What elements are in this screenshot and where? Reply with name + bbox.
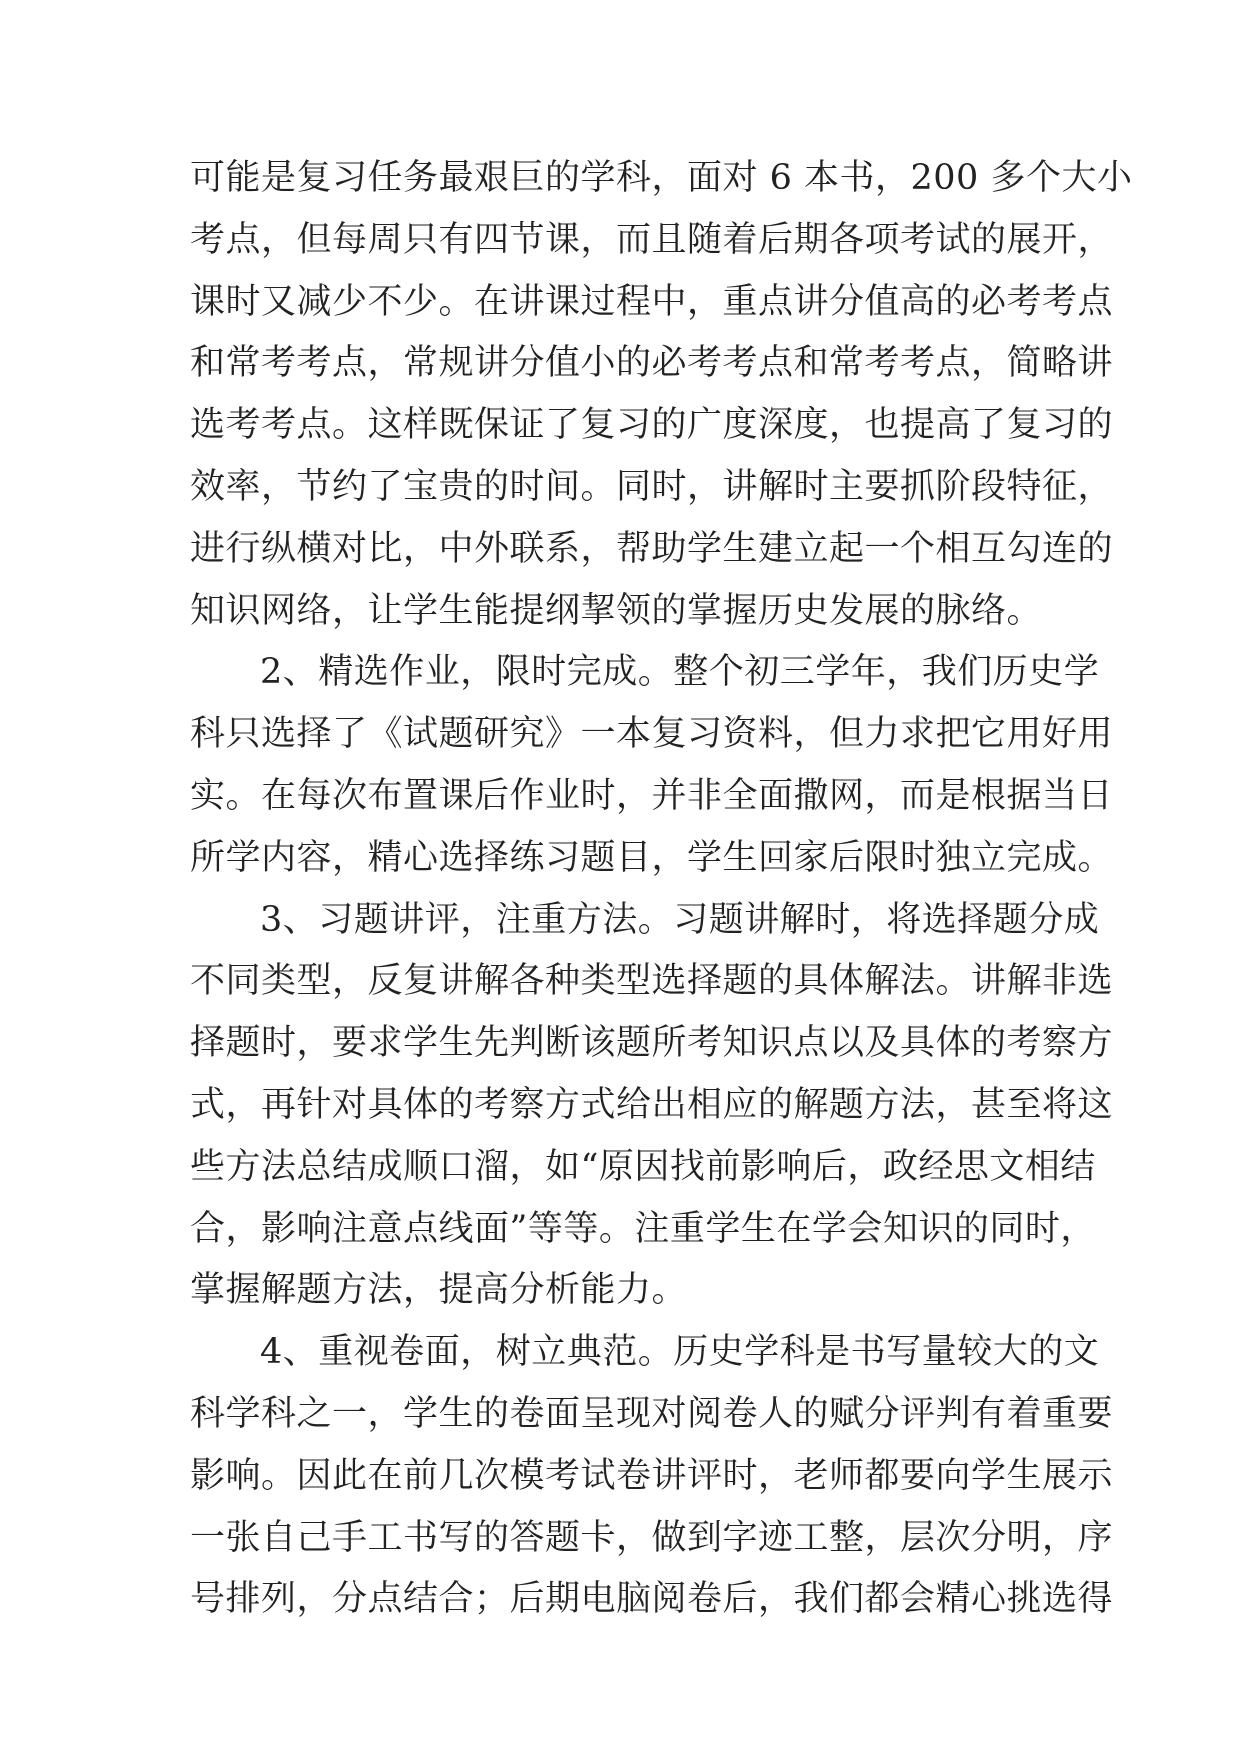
text-line-16: 式，再针对具体的考察方式给出相应的解题方法，甚至将这 xyxy=(190,1084,1114,1125)
text-line-4: 和常考考点，常规讲分值小的必考考点和常考考点，简略讲 xyxy=(190,343,1114,384)
text-line-10: 科只选择了《试题研究》一本复习资料，但力求把它用好用 xyxy=(190,714,1114,755)
text-line-15: 择题时，要求学生先判断该题所考知识点以及具体的考察方 xyxy=(190,1023,1114,1064)
text-line-3: 课时又减少不少。在讲课过程中，重点讲分值高的必考考点 xyxy=(190,281,1114,322)
text-line-24: 号排列，分点结合；后期电脑阅卷后，我们都会精心挑选得 xyxy=(190,1579,1114,1620)
text-line-18: 合，影响注意点线面”等等。注重学生在学会知识的同时， xyxy=(190,1208,1096,1249)
text-line-14: 不同类型，反复讲解各种类型选择题的具体解法。讲解非选 xyxy=(190,961,1114,1002)
text-line-8: 知识网络，让学生能提纲挈领的掌握历史发展的脉络。 xyxy=(190,590,1043,631)
text-line-21: 科学科之一，学生的卷面呈现对阅卷人的赋分评判有着重要 xyxy=(190,1393,1114,1434)
text-line-5: 选考考点。这样既保证了复习的广度深度，也提高了复习的 xyxy=(190,405,1114,446)
text-line-1: 可能是复习任务最艰巨的学科，面对 6 本书，200 多个大小 xyxy=(190,158,1133,198)
text-line-2: 考点，但每周只有四节课，而且随着后期各项考试的展开， xyxy=(190,219,1114,260)
text-line-23: 一张自己手工书写的答题卡，做到字迹工整，层次分明，序 xyxy=(190,1517,1114,1558)
text-line-19: 掌握解题方法，提高分析能力。 xyxy=(190,1270,688,1311)
text-line-9: 2、精选作业，限时完成。整个初三学年，我们历史学 xyxy=(260,652,1100,693)
text-line-11: 实。在每次布置课后作业时，并非全面撒网，而是根据当日 xyxy=(190,775,1114,816)
text-line-12: 所学内容，精心选择练习题目，学生回家后限时独立完成。 xyxy=(190,837,1114,878)
document-body xyxy=(190,148,1133,1631)
text-line-6: 效率，节约了宝贵的时间。同时，讲解时主要抓阶段特征， xyxy=(190,466,1114,507)
text-line-20: 4、重视卷面，树立典范。历史学科是书写量较大的文 xyxy=(260,1332,1100,1373)
text-line-17: 些方法总结成顺口溜，如“原因找前影响后，政经思文相结 xyxy=(190,1146,1096,1187)
text-line-13: 3、习题讲评，注重方法。习题讲解时，将选择题分成 xyxy=(260,899,1100,940)
text-line-7: 进行纵横对比，中外联系，帮助学生建立起一个相互勾连的 xyxy=(190,528,1114,569)
text-line-22: 影响。因此在前几次模考试卷讲评时，老师都要向学生展示 xyxy=(190,1455,1114,1496)
